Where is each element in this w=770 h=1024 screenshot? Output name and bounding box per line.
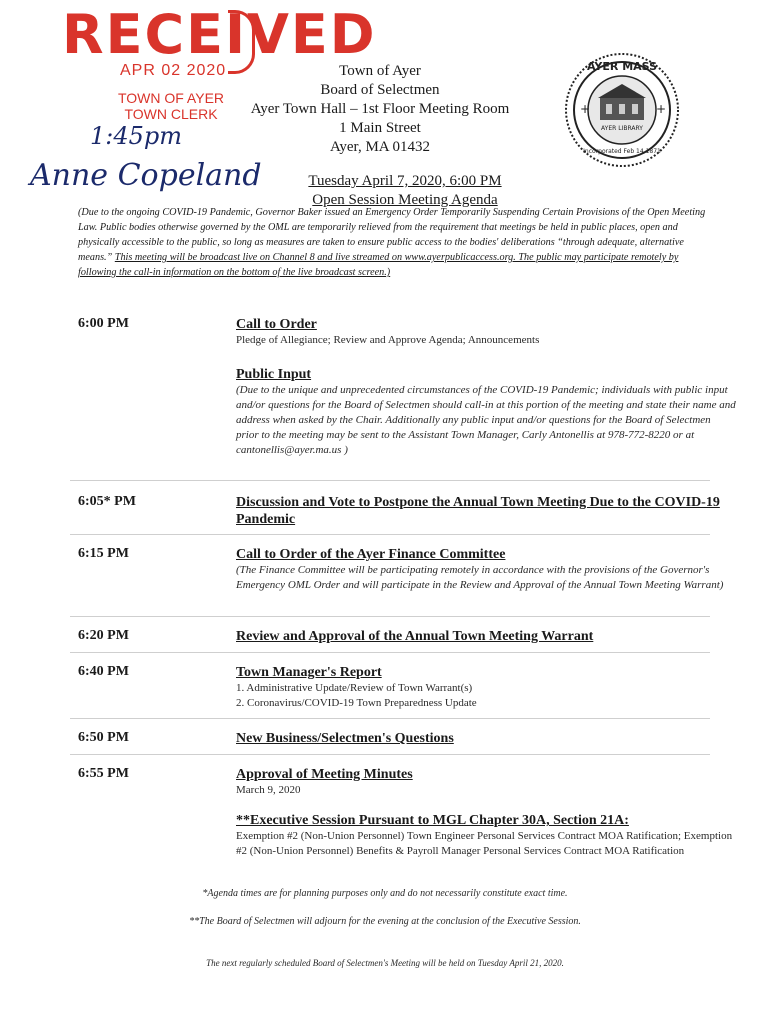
agenda-item-title: Town Manager's Report bbox=[236, 665, 382, 680]
agenda-item-finance-committee bbox=[236, 546, 736, 593]
meeting-date: Tuesday April 7, 2020, 6:00 PM bbox=[308, 173, 502, 189]
divider bbox=[70, 718, 710, 719]
agenda-item-text: Exemption #2 (Non-Union Personnel) Town Engineer Personal Services Contract MOA Ratification; Exemption #2 (Non-Union Personnel) Benefits & Payroll Manager Personal Services Contract MOA Ratification bbox=[236, 830, 733, 857]
agenda-item-meeting-minutes bbox=[236, 766, 736, 798]
town-seal-icon bbox=[562, 50, 682, 170]
svg-text:+: + bbox=[580, 102, 591, 116]
agenda-item-title: Call to Order of the Ayer Finance Committee bbox=[236, 547, 506, 562]
divider bbox=[70, 754, 710, 755]
header-street: 1 Main Street bbox=[339, 120, 421, 136]
agenda-item-text: March 9, 2020 bbox=[236, 784, 301, 796]
agenda-time: 6:20 PM bbox=[78, 628, 129, 643]
svg-text:+: + bbox=[656, 102, 667, 116]
agenda-item-title: Discussion and Vote to Postpone the Annual Town Meeting Due to the COVID-19 Pandemic bbox=[236, 495, 720, 527]
footnote-agenda-times: *Agenda times are for planning purposes only and do not necessarily constitute exact time. bbox=[202, 888, 568, 899]
footnote-next-meeting: The next regularly scheduled Board of Selectmen's Meeting will be held on Tuesday April 21, 2020. bbox=[206, 958, 564, 968]
handwritten-time: 1:45pm bbox=[90, 122, 183, 150]
agenda-item-title: **Executive Session Pursuant to MGL Chapter 30A, Section 21A: bbox=[236, 813, 629, 828]
agenda-item-postpone-town-meeting bbox=[236, 494, 736, 528]
agenda-item-title: Approval of Meeting Minutes bbox=[236, 767, 413, 782]
disclaimer-broadcast: This meeting will be broadcast live on Channel 8 and live streamed on www.ayerpublicaccess.org. The public may participate remotely by following the call-in information on the bottom of the live broadcast screen.) bbox=[78, 252, 679, 278]
agenda-item-title: Review and Approval of the Annual Town Meeting Warrant bbox=[236, 629, 594, 644]
seal-library: AYER LIBRARY bbox=[601, 125, 643, 132]
divider bbox=[70, 616, 710, 617]
divider bbox=[70, 480, 710, 481]
clerk-signature: Anne Copeland bbox=[30, 158, 262, 193]
agenda-item-text: Pledge of Allegiance; Review and Approve Agenda; Announcements bbox=[236, 334, 540, 346]
stamp-town bbox=[116, 90, 226, 122]
agenda-time: 6:15 PM bbox=[78, 546, 129, 561]
agenda-item-call-to-order bbox=[236, 316, 736, 348]
agenda-item-executive-session bbox=[236, 812, 736, 859]
agenda-time: 6:55 PM bbox=[78, 766, 129, 781]
stamp-date: APR 02 2020 bbox=[120, 62, 227, 79]
stamp-town-line1: TOWN OF AYER bbox=[117, 90, 225, 106]
agenda-time: 6:50 PM bbox=[78, 730, 129, 745]
stamp-word: RECEIVED bbox=[62, 3, 377, 66]
covid-disclaimer bbox=[78, 205, 718, 280]
agenda-time: 6:00 PM bbox=[78, 316, 129, 331]
footnote-adjourn: **The Board of Selectmen will adjourn for the evening at the conclusion of the Executive Session. bbox=[189, 916, 581, 927]
agenda-title: Open Session Meeting Agenda bbox=[312, 192, 498, 208]
agenda-item-town-manager-report bbox=[236, 664, 736, 711]
stamp-town-line2: TOWN CLERK bbox=[124, 106, 218, 122]
seal-incorporated: Incorporated Feb 14 1871 bbox=[583, 148, 661, 155]
agenda-item-title: Public Input bbox=[236, 367, 312, 382]
agenda-time: 6:40 PM bbox=[78, 664, 129, 679]
seal-title: AYER MASS bbox=[586, 60, 658, 73]
header-town: Town of Ayer bbox=[339, 63, 421, 79]
document-header bbox=[240, 62, 520, 157]
report-list-item: 2. Coronavirus/COVID-19 Town Preparedness Update bbox=[236, 697, 477, 709]
agenda-item-warrant-review bbox=[236, 628, 736, 645]
agenda-item-public-input bbox=[236, 366, 736, 458]
header-city: Ayer, MA 01432 bbox=[329, 139, 431, 155]
agenda-item-new-business bbox=[236, 730, 736, 747]
agenda-item-title: New Business/Selectmen's Questions bbox=[236, 731, 454, 746]
agenda-item-title: Call to Order bbox=[236, 317, 317, 332]
header-board: Board of Selectmen bbox=[320, 82, 440, 98]
agenda-item-text: (Due to the unique and unprecedented circumstances of the COVID-19 Pandemic; individuals with public input and/or questions for the Board of Selectmen should call-in at this portion of the meeting and state their name and address when asked by the Chair. Additionally any public input and/or questions for the Board of Selectmen prior to the meeting may be sent to the Assistant Town Manager, Carly Antonellis at 978-772-8220 or at cantonellis@ayer.ma.us ) bbox=[236, 384, 736, 456]
report-list-item: 1. Administrative Update/Review of Town Warrant(s) bbox=[236, 682, 473, 694]
agenda-item-text: (The Finance Committee will be participating remotely in accordance with the provisions of the Governor's Emergency OML Order and will participate in the Review and Approval of the Annual Town Meeting Warrant) bbox=[236, 564, 724, 591]
agenda-time: 6:05* PM bbox=[78, 494, 136, 509]
divider bbox=[70, 652, 710, 653]
header-location: Ayer Town Hall – 1st Floor Meeting Room bbox=[250, 101, 510, 117]
divider bbox=[70, 534, 710, 535]
disclaimer-text: (Due to the ongoing COVID-19 Pandemic, Governor Baker issued an Emergency Order Temporarily Suspending Certain Provisions of the Open Meeting Law. Public bodies otherwise governed by the OML are temporarily relieved from the requirement that meetings be held in public places, open and physically accessible to the public, so long as measures are taken to ensure public access to the bodies' deliberations “through adequate, alternative means.” bbox=[78, 207, 706, 263]
